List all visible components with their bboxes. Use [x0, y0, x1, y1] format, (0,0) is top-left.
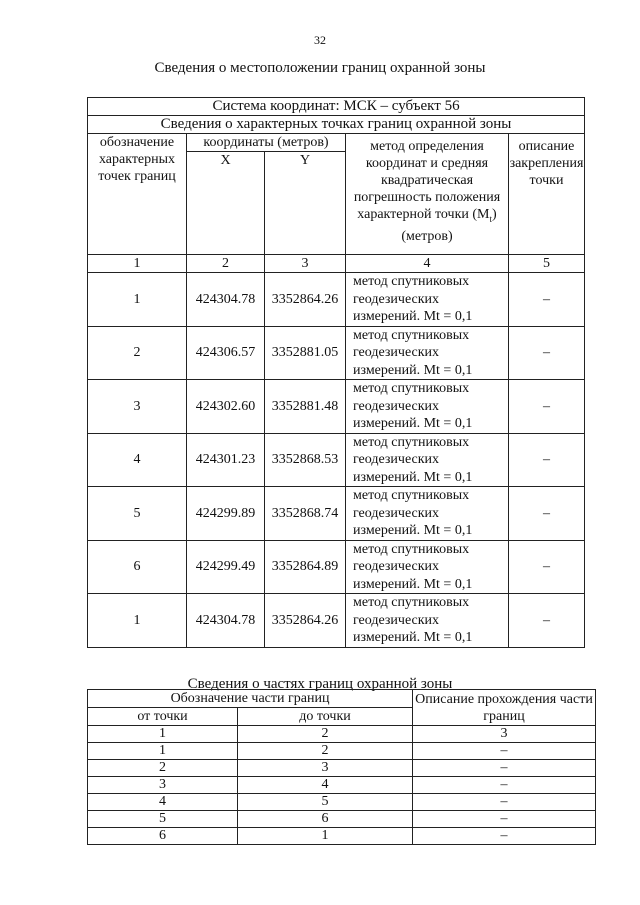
table-row — [88, 811, 596, 828]
part-desc: – — [413, 794, 596, 811]
point-id: 2 — [88, 326, 187, 380]
table-row — [88, 743, 596, 760]
parts-table — [87, 689, 596, 845]
point-id: 4 — [88, 433, 187, 487]
point-id: 5 — [88, 487, 187, 541]
coordinate-system: Система координат: МСК – субъект 56 — [88, 98, 585, 116]
col-number: 3 — [265, 255, 346, 273]
x-value: 424304.78 — [187, 594, 265, 648]
x-value: 424302.60 — [187, 380, 265, 434]
col-number: 4 — [346, 255, 509, 273]
method-cell: метод спутниковых геодезических измерений. Mt = 0,1 — [346, 326, 509, 380]
desc-cell: – — [509, 326, 585, 380]
to-point: 2 — [238, 743, 413, 760]
table-row — [88, 777, 596, 794]
parts-table-title: Сведения о частях границ охранной зоны — [187, 676, 453, 692]
x-value: 424304.78 — [187, 273, 265, 327]
to-point: 1 — [238, 828, 413, 845]
col-number: 5 — [509, 255, 585, 273]
table-row — [88, 794, 596, 811]
from-point: 1 — [88, 743, 238, 760]
desc-cell: – — [509, 273, 585, 327]
y-value: 3352864.26 — [265, 594, 346, 648]
col-number: 1 — [88, 255, 187, 273]
from-point: 5 — [88, 811, 238, 828]
col-number: 3 — [413, 726, 596, 743]
desc-header: описание закрепления точки — [509, 134, 585, 255]
desc-cell: – — [509, 380, 585, 434]
method-header: метод определения координат и средняя квадратическая погрешность положения характерной точки $(M_t)$ (метров) — [346, 134, 509, 255]
to-header: до точки — [238, 708, 413, 726]
to-point: 3 — [238, 760, 413, 777]
to-point: 4 — [238, 777, 413, 794]
desc-cell: – — [509, 487, 585, 541]
x-value: 424301.23 — [187, 433, 265, 487]
y-value: 3352864.89 — [265, 540, 346, 594]
method-cell: метод спутниковых геодезических измерений. Mt = 0,1 — [346, 540, 509, 594]
point-id: 1 — [88, 594, 187, 648]
y-value: 3352868.74 — [265, 487, 346, 541]
table-row — [88, 326, 585, 380]
y-header: Y — [265, 152, 346, 255]
method-cell: метод спутниковых геодезических измерений. Mt = 0,1 — [346, 433, 509, 487]
to-point: 6 — [238, 811, 413, 828]
from-point: 3 — [88, 777, 238, 794]
col-number: 1 — [88, 726, 238, 743]
part-desc: – — [413, 811, 596, 828]
point-id: 1 — [88, 273, 187, 327]
from-point: 2 — [88, 760, 238, 777]
col-point-header: обозначение характерных точек границ — [88, 134, 187, 255]
table-subtitle: Сведения о характерных точках границ охранной зоны — [88, 116, 585, 134]
table-row — [88, 433, 585, 487]
table-row — [88, 273, 585, 327]
method-cell: метод спутниковых геодезических измерений. Mt = 0,1 — [346, 487, 509, 541]
method-cell: метод спутниковых геодезических измерений. Mt = 0,1 — [346, 380, 509, 434]
table-row — [88, 760, 596, 777]
y-value: 3352881.05 — [265, 326, 346, 380]
x-value: 424299.89 — [187, 487, 265, 541]
y-value: 3352881.48 — [265, 380, 346, 434]
table-row — [88, 594, 585, 648]
method-cell: метод спутниковых геодезических измерений. Mt = 0,1 — [346, 594, 509, 648]
table-row — [88, 487, 585, 541]
from-header: от точки — [88, 708, 238, 726]
part-desc: – — [413, 828, 596, 845]
points-table — [87, 97, 585, 648]
from-point: 4 — [88, 794, 238, 811]
from-point: 6 — [88, 828, 238, 845]
y-value: 3352868.53 — [265, 433, 346, 487]
x-value: 424299.49 — [187, 540, 265, 594]
table-row — [88, 828, 596, 845]
group-header: Обозначение части границ — [88, 690, 413, 708]
parts-desc-header: Описание прохождения части границ — [413, 690, 596, 726]
desc-cell: – — [509, 594, 585, 648]
x-value: 424306.57 — [187, 326, 265, 380]
part-desc: – — [413, 743, 596, 760]
page-number: 32 — [314, 33, 326, 47]
y-value: 3352864.26 — [265, 273, 346, 327]
part-desc: – — [413, 760, 596, 777]
col-number: 2 — [238, 726, 413, 743]
point-id: 3 — [88, 380, 187, 434]
desc-cell: – — [509, 540, 585, 594]
page-title: Сведения о местоположении границ охранной зоны — [154, 60, 486, 76]
coords-header: координаты (метров) — [187, 134, 346, 152]
part-desc: – — [413, 777, 596, 794]
to-point: 5 — [238, 794, 413, 811]
table-row — [88, 380, 585, 434]
table-row — [88, 540, 585, 594]
method-cell: метод спутниковых геодезических измерений. Mt = 0,1 — [346, 273, 509, 327]
desc-cell: – — [509, 433, 585, 487]
point-id: 6 — [88, 540, 187, 594]
x-header: X — [187, 152, 265, 255]
col-number: 2 — [187, 255, 265, 273]
